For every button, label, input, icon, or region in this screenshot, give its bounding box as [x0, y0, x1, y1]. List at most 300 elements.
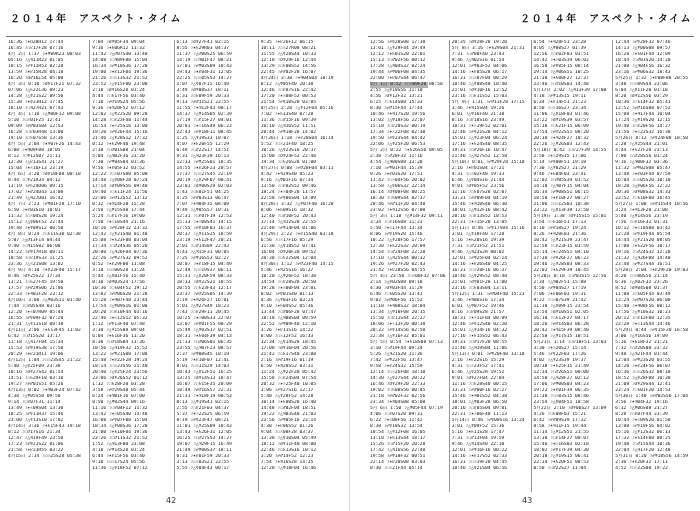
aspect-row: 15:48 ☽✶♇22F28 19:24	[92, 358, 148, 363]
aspect-row: 7:44 ☽☐♇05S48 03:16	[8, 304, 61, 309]
aspect-row: 7:30 ☽△♆02S27 21:29	[533, 166, 587, 171]
aspect-row: 7:56 ☽☐♇16F32 01:31	[615, 220, 668, 225]
aspect-row: 13:29 ☽☐♄00S52 14:56	[260, 64, 317, 69]
aspect-row: 5月26日 0:12 ☽☍♀24F08 18:50	[615, 136, 689, 141]
aspect-row: 9:16 ☽△♅01F16 07:34	[260, 178, 314, 183]
aspect-row: 4:36 ☽△♆03F16 03:24	[260, 298, 314, 303]
aspect-row: 20:16 ☽☐♇13S52 10:53	[451, 214, 508, 219]
aspect-row: 18:02 ☽☍♀17F39 04:30	[533, 448, 589, 453]
aspect-row: 7:43 ☽☐♇29F11 20:45	[176, 310, 230, 315]
aspect-row: 11:32 ☽☐☉04S28 19:24	[8, 214, 64, 219]
aspect-row: 18:31 ☽✶♄04F39 04:13	[176, 334, 232, 339]
aspect-row: 11:06 ☽△♀18F03 01:46	[533, 112, 589, 117]
aspect-row: 14:28 ☽△♆21S22 09:50	[8, 94, 64, 99]
aspect-row: 4月11日 2:06 ☽✶♄13F45 11:02	[8, 328, 81, 333]
aspect-row: 5月 3日 1:18 ☽△♅14F32 09:11	[370, 214, 443, 219]
page-number: 43	[522, 496, 533, 505]
aspect-row: 14:55 ☽✶♇26F23 20:57	[176, 166, 232, 171]
aspect-row: 8:30 ☽☐♂18S04 13:36	[92, 340, 145, 345]
aspect-row: 5月 6日 1:50 ☽△♅05F44 07:19	[370, 406, 443, 411]
aspect-row: 18:26 ☽☍♂14S03 06:28	[533, 322, 589, 327]
aspect-row: 16:36 ☽✶☊28H12 17:44	[8, 40, 64, 45]
aspect-row: 4:52 ☽☐☉22S08 19:22	[615, 466, 668, 471]
aspect-row: 2:58 ☽✶☉29S15 17:06	[533, 154, 587, 159]
header-rule	[6, 36, 342, 37]
aspect-row: 6:04 ☽△♀11F20 01:18	[615, 88, 668, 93]
page-header: ２０１４年 アスペクト・タイム	[10, 14, 182, 25]
aspect-row: 18:49 ☽☍♂16S57 22:31	[176, 388, 232, 393]
aspect-row: 22:58 ☽△♅17S15 10:51	[533, 334, 589, 339]
aspect-row: 16:10 ☽△♃16S52 11:51	[260, 124, 317, 129]
aspect-row: 9:02 ☽☍♂06F56 15:52	[370, 298, 423, 303]
aspect-row: 21:00 ☽✶♄10F04 19:36	[92, 430, 148, 435]
aspect-row: 18:58 ☽☐♇19S33 11:25	[8, 256, 64, 261]
aspect-row: 5月27日 1:08 ☽☍♂11S44 18:56	[615, 202, 689, 207]
aspect-row: 10:42 ☽△♅21S39 23:47	[533, 238, 589, 243]
aspect-row: 13:54 ☽☌♆10S51 02:05	[533, 310, 589, 315]
aspect-row: 16:04 ☽☐☉05S20 10:10	[615, 178, 671, 183]
aspect-row: 6:12 ☽△♅06S08 21:27	[615, 406, 668, 411]
aspect-row: 5月31日 0:20 ☽☍♅18S56 14:59	[615, 454, 689, 459]
aspect-row: 2:38 ☽☐♂01S08 21:04	[92, 148, 145, 153]
aspect-row: 11:16 ☽☐♄28S40 00:15	[451, 382, 508, 387]
aspect-row: 9:46 ☽✶♄04F03 23:41	[533, 172, 587, 177]
aspect-row: 23:54 ☽△♀04F51 10:58	[533, 400, 589, 405]
aspect-row: 0:30 ☽☐☉21F44 05:14	[370, 466, 423, 471]
aspect-column	[6, 40, 89, 492]
aspect-row: 21:46 ☽△♃27S52 12:58	[451, 154, 508, 159]
aspect-row: 9:49 ☽△♅05S57 10:31	[176, 208, 230, 213]
aspect-row: 11:55 ☽△♀28S44 10:33	[260, 52, 317, 57]
aspect-row: 3:10 ☽☐♂19F44 09:24	[370, 346, 423, 351]
aspect-row: 3:58 ☽☍♂29S48 05:44	[92, 388, 145, 393]
aspect-row: 4:44 ☽☐♄17F56 03:40	[92, 94, 145, 99]
aspect-row: 21:13 ☽☐♂06S01 06:35	[176, 340, 232, 345]
aspect-row: 5月30日 1:40 ☽☍♂02S56 17:04	[615, 394, 689, 399]
aspect-row: 10:25 ☽✶☉00S33 22:07	[176, 316, 232, 321]
aspect-row: 19:07 ☽△♃29F15 16:49	[176, 442, 232, 447]
aspect-row: 10:15 ☽☍♆11R53 02:28	[8, 64, 64, 69]
aspect-row: 7:06 ☽✶♇06F03 19:31	[533, 292, 587, 297]
aspect-row: 7:10 ☽☍♅01F44 15:39	[370, 166, 423, 171]
aspect-row: 13:58 ☽△♀06S32 22:14	[370, 184, 426, 189]
aspect-row: 20:10 ☽✶♃24F27 10:32	[533, 136, 589, 141]
aspect-row: 19:26 ☽☍♅27F20 02:43	[370, 262, 426, 267]
aspect-row: 1:12 ☽☍♀13F40 07:48	[92, 322, 145, 327]
aspect-row: 21:58 ☽✶♇23R55 03:22	[8, 448, 64, 453]
aspect-row: 1:32 ☽☐♄28F20 03:28	[92, 382, 145, 387]
aspect-row: 7:31 ☽☐♂13F04 19:59	[451, 436, 505, 441]
aspect-row: 10:36 ☽☐♄04F52 19:12	[92, 286, 148, 291]
aspect-row: 16:31 ☽☐☉07F04 08:29	[451, 76, 508, 81]
aspect-row: 20:16 ☽☐♇05S04 09:01	[451, 406, 508, 411]
aspect-row: 15:50 ☽☐♇11S44 22:27	[370, 316, 426, 321]
aspect-row: 22:06 ☽☍♂12S52 13:12	[92, 196, 148, 201]
aspect-row: 20:37 ☽△♆11S25 18:59	[176, 232, 232, 237]
aspect-row: 18:10 ☽☐♃27H21 07:43	[8, 106, 64, 111]
aspect-row: 4:31 ☽☐☉02F40 19:33	[451, 172, 505, 177]
aspect-row: 17:32 ☽✶♄14F08 08:25	[615, 436, 671, 441]
aspect-row: 5:37 ☽✶☉22S25 06:59	[176, 412, 230, 417]
aspect-row: 21:49 ☽△♃27D01 16:42	[8, 196, 64, 201]
aspect-row: 15:16 ☽△♆12S32 06:13	[615, 430, 671, 435]
aspect-row: 23:01 ☽☌♆00S29 02:03	[176, 184, 232, 189]
aspect-row: 13:59 ☽✶♇15R28 04:18	[8, 70, 64, 75]
aspect-row: 9:16 ☽✶♄06R12 11:32	[92, 46, 145, 51]
aspect-row: 10:54 ☽△♆12F08 16:05	[370, 430, 426, 435]
aspect-row: 21:31 ☽✶♃18F19 00:53	[176, 394, 232, 399]
aspect-row: 12:01 ☽☍♅16F16 00:22	[451, 448, 508, 453]
aspect-row: 23:36 ☽△☉21S08 13:02	[8, 262, 64, 267]
aspect-row: 4:56 ☽☌♆12F32 13:21	[370, 94, 423, 99]
aspect-row: 0:12 ☽✶♄29F40 19:48	[92, 142, 145, 147]
aspect-row: 5月 4日 23:58 ☽☐☉00F32 07:06	[370, 274, 446, 279]
aspect-row: 12:14 ☽☐☉26F08 18:10	[370, 370, 426, 375]
aspect-row: 17:10 ☽△♃25S44 00:32	[370, 256, 426, 261]
aspect-row: 6:56 ☽☐☉17F16 05:29	[260, 238, 314, 243]
aspect-row: 5:46 ☽☍♀22F03 17:26	[533, 352, 587, 357]
aspect-row: 23:02 ☽✶♃12S56 07:00	[370, 208, 426, 213]
aspect-row: 7:31 ☽☐♂21F52 21:51	[451, 244, 505, 249]
aspect-row: 9:22 ☽☐☉07S39 21:42	[533, 298, 587, 303]
aspect-row: 10:07 ☽✶♇18F15 04:49	[176, 262, 232, 267]
aspect-row: 11:55 ☽✶♃12F43 00:17	[176, 106, 232, 111]
aspect-row: 9:40 ☽☐♃15S02 06:08	[8, 244, 61, 249]
aspect-row: 7:54 ☽✶♃16S28 14:35	[260, 460, 314, 465]
aspect-row: 5:44 ☽△♀01F56 15:40	[92, 274, 145, 279]
aspect-row: 17:16 ☽✶♄24S40 08:35	[451, 142, 508, 147]
aspect-row: 6:31 ☽☐♄09F59 20:33	[176, 94, 230, 99]
aspect-row: 22:52 ☽☍♅09F40 12:10	[260, 322, 317, 327]
aspect-row: 3:48 ☽☐☉09S44 23:06	[615, 82, 668, 87]
aspect-row: 10:11 ☽☐☉27R08 08:21	[260, 46, 317, 51]
aspect-row: 13:21 ☽☐♄27F45 19:50	[8, 280, 64, 285]
aspect-row: 18:14 ☽☐☉23S56 21:40	[92, 364, 148, 369]
aspect-row: 22:28 ☽✶☉13S44 14:46	[615, 322, 671, 327]
aspect-row: 23:16 ☽☐♄03S04 13:11	[451, 286, 508, 291]
aspect-row: 11:42 ☽△♂07S40 13:48	[92, 52, 148, 57]
aspect-row: 12:38 ☽✶♄22S32 20:09	[370, 244, 426, 249]
aspect-row: 5:55 ☽△♀04F43 00:17	[176, 466, 230, 471]
aspect-row: 5:16 ☽✶♄18F32 21:21	[615, 340, 668, 345]
aspect-row: 6:24 ☽✶♃01F16 07:00	[92, 394, 145, 399]
aspect-row: 21:18 ☽☍♂02F32 02:56	[370, 394, 426, 399]
aspect-row: 20:55 ☽☐♄23F43 12:17	[176, 286, 232, 291]
page-number: 42	[166, 496, 177, 505]
aspect-row: 8:05 ☽△♅00S27 01:39	[533, 46, 587, 51]
aspect-row: 21:08 ☽☌♆29S44 12:41	[615, 382, 671, 387]
aspect-row: 14:54 ☽☐♇28S28 20:50	[260, 280, 317, 285]
aspect-row: 9:36 ☽✶♃20F52 07:12	[92, 106, 145, 111]
aspect-row: 17:01 ☽☍♅03S09 10:43	[176, 64, 232, 69]
aspect-row: 17:23 ☽☍♅21S22 01:06	[8, 442, 64, 447]
aspect-row: 9:01 ☽☌♆05F52 23:56	[451, 184, 505, 189]
aspect-row: 21:00 ☽△♃04F56 16:32	[615, 64, 671, 69]
aspect-row: 6:50 ☽✶♇03S10 18:01	[8, 208, 61, 213]
aspect-row: 5:14 ☽☍♀00F51 19:18	[533, 160, 587, 165]
aspect-row: 16:31 ☽☐☉28F16 06:37	[451, 268, 508, 273]
aspect-row: 20:40 ☽△♀25F24 23:56	[92, 370, 148, 375]
aspect-row: 18:44 ☽☐♂03S20 14:20	[615, 58, 671, 63]
aspect-row: 13:38 ☽△♀10S04 05:49	[260, 436, 317, 441]
aspect-row: 18:06 ☽✶☉13F20 00:38	[370, 322, 426, 327]
aspect-row: 5月 1日 0:52 ☽☐☉09F20 08:58	[370, 82, 443, 87]
aspect-row: 5月 8日 3:16 ☽✶♄29S04 21:31	[451, 46, 525, 51]
aspect-row: 13:50 ☽☐♇02S52 09:46	[260, 184, 317, 189]
aspect-row: 3:18 ☽☐☉00S28 13:24	[92, 268, 145, 273]
aspect-row: 15:08 ☽✶♃17F44 10:04	[615, 112, 671, 117]
aspect-row: 6:54 ☽✶♃28F51 23:28	[533, 40, 587, 45]
aspect-row: 9:56 ☽✶♇05F32 03:52	[92, 166, 145, 171]
aspect-row: 16:34 ☽☍♅10S36 17:20	[92, 64, 148, 69]
aspect-row: 15:12 ☽△♀06F52 22:44	[8, 220, 64, 225]
aspect-row: 4月25日 2:28 ☽△♆12F04 05:16	[260, 106, 334, 111]
aspect-row: 7:42 ☽☍♅22F56 13:47	[370, 358, 423, 363]
aspect-row: 1:52 ☽△♃13F00 23:08	[92, 442, 145, 447]
aspect-row: 9:26 ☽✶♇03S20 17:51	[370, 172, 423, 177]
aspect-row: 12:52 ☽☍♂16S08 07:52	[615, 106, 671, 111]
aspect-row: 4月13日 0:02 ☽✶♃03F24 07:42	[8, 388, 81, 393]
aspect-row: 14:37 ☽△♅14S05 02:39	[176, 112, 232, 117]
aspect-row: 0:31 ☽✶♇01F59 20:33	[176, 454, 230, 459]
aspect-row: 22:34 ☽✶♄20F51 08:53	[533, 460, 589, 465]
aspect-row: 16:08 ☽☍♀07F08 15:04	[92, 418, 148, 423]
aspect-row: 4:50 ☽☍♅04S27 17:19	[533, 286, 587, 291]
aspect-row: 5:50 ☽✶☉17F44 13:34	[370, 226, 423, 231]
aspect-row: 18:30 ☽☐♄09S44 02:37	[370, 196, 426, 201]
aspect-row: 6:49 ☽☐♂22S17 14:51	[176, 148, 230, 153]
aspect-row: 21:54 ☽☍♀10S28 03:05	[260, 100, 317, 105]
aspect-row: 14:50 ☽△♃28F27 02:12	[533, 376, 589, 381]
aspect-row: 22:31 ☽✶☉06F40 11:13	[451, 412, 508, 417]
aspect-row: 2:19 ☽✶♃26F27 16:01	[176, 298, 230, 303]
aspect-row: 13:22 ☽☌♆19S39 03:57	[533, 118, 589, 123]
aspect-row: 6:13 ☽☌♆27F41 02:15	[176, 40, 230, 45]
aspect-row: 14:28 ☽☐♇23F48 11:44	[92, 118, 148, 123]
aspect-row: 4月 8日 0:24 ☽☐♄11S30 02:38	[8, 232, 81, 237]
aspect-row: 2:16 ☽✶♇01S04 17:21	[451, 166, 505, 171]
aspect-row: 4月 3日 0:10 ☽☌♀17F21 07:32	[8, 82, 81, 87]
aspect-row: 12:46 ☽☍♀21S28 04:12	[451, 130, 508, 135]
aspect-row: 17:28 ☽△♃04S32 02:24	[370, 64, 426, 69]
aspect-row: 15:14 ☽✶☉24S51 04:10	[533, 250, 589, 255]
aspect-row: 13:19 ☽☍♄24D06 09:15	[8, 184, 64, 189]
aspect-row: 20:00 ☽△♃26F04 07:36	[92, 250, 148, 255]
aspect-row: 8:19 ☽☍♀23F47 08:21	[176, 418, 230, 423]
aspect-row: 21:46 ☽△♃19S04 11:06	[451, 346, 508, 351]
aspect-row: 21:49 ☽☍♅00S37 18:11	[176, 448, 232, 453]
aspect-row: 6:34 ☽✶♇14F51 21:23	[533, 100, 587, 105]
aspect-row: 4:44 ☽✶♄27F20 23:13	[615, 148, 668, 153]
aspect-row: 19:02 ☽☐♄00S56 00:45	[370, 388, 426, 393]
aspect-row: 6:50 ☽✶♃20S52 03:31	[260, 364, 314, 369]
aspect-row: 17:30 ☽☍♀26F27 06:22	[533, 256, 589, 261]
aspect-table	[6, 40, 342, 492]
aspect-row: 5月21日 1:14 ☽☐♇18F51 13:03	[533, 340, 607, 345]
aspect-row: 12:01 ☽☍♅25F04 02:14	[451, 256, 508, 261]
aspect-row: 7:07 ☽✶♃04F35 08:09	[176, 202, 230, 207]
aspect-row: 19:40 ☽☐♄11F24 11:56	[92, 190, 148, 195]
aspect-row: 21:26 ☽☐☉13S32 21:52	[92, 76, 148, 81]
aspect-row: 17:42 ☽△♃16S56 22:40	[370, 448, 426, 453]
aspect-row: 16:28 ☽✶♄01F44 12:09	[615, 52, 671, 57]
aspect-row: 9:48 ☽△♃21F44 01:44	[615, 352, 668, 357]
aspect-row: 8:58 ☽✶♃11F15 19:44	[533, 424, 587, 429]
aspect-row: 16:54 ☽✶☉25S16 13:00	[92, 124, 148, 129]
aspect-row: 6:46 ☽△♀04S16 21:44	[451, 178, 505, 183]
aspect-row: 22:58 ☽☍♀06S04 14:09	[260, 196, 317, 201]
aspect-row: 10:18 ☽✶♄25F15 21:49	[533, 364, 589, 369]
aspect-row: 2:18 ☽☌♆16S28 01:24	[92, 88, 145, 93]
aspect-row: 18:01 ☽△♅03F28 06:50	[451, 400, 508, 405]
aspect-row: 09:09 ☽☍♂03S04 12:53	[8, 124, 64, 129]
aspect-row: 10:36 ☽☐♄14F32 05:41	[615, 100, 671, 105]
aspect-row: 5月18日 0:42 ☽☐♇27F39 14:55	[533, 148, 607, 153]
aspect-row: 12:02 ☽☐♂05S39 01:52	[533, 178, 589, 183]
aspect-row: 17:34 ☽☐♂24S36 05:20	[92, 244, 148, 249]
aspect-column	[449, 40, 531, 492]
aspect-row: 4月30日 1:12 ☽☍♂23F40 14:15	[260, 262, 334, 267]
aspect-row: 23:16 ☽☍♅06S32 18:43	[615, 70, 671, 75]
aspect-row: 16:28 ☽☐♇03R48 13:00	[8, 130, 64, 135]
aspect-row: 6:46 ☽△♀25S28 19:52	[451, 370, 505, 375]
aspect-row: 17:57 ☽☍♂29S06 21:06	[8, 286, 64, 291]
aspect-row: 3:46 ☽✶♃06S16 17:34	[451, 298, 505, 303]
aspect-row: 10:14 ☽✶♄00S28 16:40	[260, 400, 317, 405]
aspect-row: 10:43 ☽△♀12F51 16:25	[176, 370, 232, 375]
aspect-row: 14:54 ☽☐♂24F08 22:20	[370, 250, 426, 255]
aspect-row: 15:28 ☽✶♃07F48 23:44	[92, 298, 148, 303]
aspect-row: 13:10 ☽✶♄13S44 18:17	[370, 436, 426, 441]
aspect-row: 5月11日 0:46 ☽☍♀17S04 15:16	[451, 226, 525, 231]
aspect-row: 15:46 ☽✶☉16S03 02:18	[533, 442, 589, 447]
right-page	[350, 0, 700, 511]
aspect-row: 13:00 ☽☍♀10F56 04:02	[615, 424, 671, 429]
aspect-row: 23:52 ☽△♀15F00 23:08	[92, 82, 148, 87]
aspect-row: 17:06 ☽☍♅00S03 04:23	[533, 382, 589, 387]
aspect-row: 13:31 ☽☍♂00F16 02:27	[451, 388, 508, 393]
aspect-row: 10:16 ☽☍♀20F12 23:32	[92, 226, 148, 231]
aspect-row: 21:32 ☽△♃26F08 14:40	[615, 256, 671, 261]
aspect-row: 6:42 ☽☐♂15S20 13:17	[8, 334, 61, 339]
aspect-row: 16:31 ☽☐☉19F28 04:45	[451, 460, 508, 465]
aspect-row: 12:20 ☽✶☉07R09 05:44	[8, 310, 64, 315]
aspect-row: 12:28 ☽☍♀19F44 05:54	[615, 232, 671, 237]
aspect-row: 14:44 ☽△♆21S20 08:05	[615, 238, 671, 243]
aspect-row: 8:06 ☽☍♀19S20 15:46	[370, 232, 423, 237]
aspect-row: 11:18 ☽△♃17F04 15:34	[8, 340, 64, 345]
aspect-row: 6:04 ☽✶♄16F36 11:20	[92, 334, 145, 339]
aspect-row: 2:55 ☽△♀10S56 11:10	[370, 88, 423, 93]
aspect-row: 8:46 ☽☌♆25S22 17:34	[8, 274, 61, 279]
aspect-row: 12:04 ☽☍♅23S20 03:55	[615, 358, 671, 363]
aspect-row: 5月28日 2:04 ☽✶♇29F20 19:03	[615, 268, 689, 273]
aspect-row: 10:44 ☽✶☉09S20 01:50	[615, 418, 671, 423]
aspect-row: 5:16 ☽✶♄11S28 17:47	[451, 430, 505, 435]
aspect-row: 3:34 ☽☐♇16S08 11:23	[370, 220, 423, 225]
aspect-row: 10:31 ☽✶☉19F52 02:01	[451, 124, 508, 129]
aspect-row: 22:31 ☽✶☉15F28 13:05	[451, 220, 508, 225]
aspect-row: 9:13 ☽☍♂11S21 22:55	[176, 100, 230, 105]
aspect-row: 7:10 ☽☍♂19S24 05:56	[92, 100, 145, 105]
aspect-row: 13:31 ☽☍♂09F04 04:19	[451, 196, 508, 201]
aspect-row: 0:02 ☽☍♀01S40 01:13	[260, 292, 314, 297]
aspect-row: 19:31 ☽☐♂17F28 08:55	[451, 340, 508, 345]
aspect-row: 15:49 ☽△♆03S17 02:51	[176, 328, 232, 333]
aspect-row: 5月13日 0:01 ☽☍♅20F40 13:18	[451, 352, 525, 357]
aspect-row: 4月 4日 1:10 ☽△♅00F12 09:08	[8, 112, 81, 117]
aspect-row: 5:19 ☽✶♇10F07 12:41	[176, 358, 230, 363]
aspect-row: 8:01 ☽☐☉11S29 14:03	[176, 364, 230, 369]
aspect-row: 8:26 ☽✶♃20F03 21:36	[533, 232, 587, 237]
aspect-row: 16:14 ☽☌♆08F08 00:25	[370, 190, 426, 195]
aspect-row: 12:02 ☽△♅22S20 09:28	[92, 112, 148, 117]
aspect-row: 7:25 ☽☍♅16S53 02:27	[176, 256, 230, 261]
aspect-row: 23:06 ☽☌♆26S52 01:12	[92, 376, 148, 381]
aspect-row: 6:46 ☽☐♄05S20 13:41	[370, 292, 423, 297]
aspect-row: 11:24 ☽△♅22F28 05:42	[260, 370, 317, 375]
aspect-row: 5:46 ☽✶♃25S16 16:27	[260, 268, 314, 273]
aspect-row: 17:34 ☽✶☉22F08 02:30	[370, 130, 426, 135]
aspect-row: 4月14日 3:36 ☽✶♄15F43 19:18	[8, 424, 81, 429]
aspect-row: 12:58 ☽☐♇23F15 01:59	[533, 244, 589, 249]
aspect-row: 8:16 ☽☐♇18S16 23:49	[451, 118, 505, 123]
aspect-row: 22:46 ☽✶☉12S12 05:32	[92, 316, 148, 321]
aspect-row: 19:44 ☽☍♅06F08 04:35	[370, 70, 426, 75]
aspect-row: 12:46 ☽☐♇07S16 22:42	[260, 88, 317, 93]
aspect-row: 8:10 ☽☌♆03S24 17:56	[92, 280, 145, 285]
aspect-row: 18:25 ☽☍♀11R37 15:46	[8, 412, 64, 417]
aspect-row: 19:22 ☽△♃03S40 21:03	[260, 412, 317, 417]
aspect-row: 15:18 ☽☐♇20S32 00:19	[370, 124, 426, 129]
aspect-row: 23:16 ☽☐♄11S52 15:03	[451, 94, 508, 99]
aspect-row: 23:48 ☽☍♅27S44 16:51	[615, 262, 671, 267]
aspect-row: 5:01 ☽△♅27S49 18:23	[176, 304, 230, 309]
aspect-row: 16:34 ☽☍♅08S51 06:15	[533, 190, 589, 195]
aspect-row: 12:18 ☽☌♆29F16 12:44	[260, 58, 317, 63]
aspect-row: 16:07 ☽☐♄15F35 20:09	[176, 382, 232, 387]
aspect-column	[531, 40, 613, 492]
aspect-row: 3:01 ☽△♆09F52 15:36	[451, 424, 505, 429]
aspect-row: 19:48 ☽✶♆09S12 00:50	[8, 226, 64, 231]
aspect-row: 22:38 ☽△♆16F32 05:01	[370, 334, 426, 339]
aspect-row: 19:46 ☽△♆28S03 08:33	[533, 262, 589, 267]
aspect-row: 18:46 ☽△♀29S52 08:48	[451, 274, 508, 279]
aspect-row: 11:08 ☽☐♄05F44 03:49	[615, 292, 671, 297]
aspect-row: 11:38 ☽△♀09F15 23:54	[533, 304, 589, 309]
aspect-row: 15:13 ☽✶☉08S41 14:15	[176, 220, 232, 225]
aspect-row: 19:48 ☽☐♂15S44 10:36	[615, 442, 671, 447]
aspect-row: 14:48 ☽☐♂02F04 18:51	[260, 406, 317, 411]
aspect-row: 22:26 ☽☍♅27S32 09:52	[92, 256, 148, 261]
aspect-row: 12:46 ☽☍♀12S40 02:20	[451, 322, 508, 327]
aspect-row: 15:08 ☽✶♄23F08 03:04	[92, 238, 148, 243]
aspect-row: 5月 9日 1:31 ☽☍♂13F28 17:15	[451, 100, 525, 105]
aspect-row: 2:14 ☽△♀02S08 09:18	[370, 280, 423, 285]
aspect-row: 14:16 ☽✶♇26S40 04:25	[451, 262, 508, 267]
aspect-row: 18:01 ☽△♅12F16 08:42	[451, 208, 508, 213]
aspect-row: 5月 5日 0:54 ☽✶♄18S08 07:13	[370, 340, 443, 345]
aspect-row: 6:36 ☽△♀02F32 23:26	[615, 280, 668, 285]
aspect-row: 14:16 ☽✶♇05S28 06:17	[451, 70, 508, 75]
aspect-row: 6:15 ☽☐♄14S08 15:33	[370, 100, 423, 105]
aspect-row: 17:56 ☽△♅10S32 10:23	[615, 310, 671, 315]
aspect-row: 4月29日 2:22 ☽✶♇15S40 03:18	[260, 232, 334, 237]
aspect-row: 19:40 ☽☐♇20F56 14:27	[615, 124, 671, 129]
aspect-row: 8:12 ☽△♅05F40 20:30	[260, 82, 314, 87]
aspect-row: 23:19 ☽✶♄12F47 20:21	[176, 238, 232, 243]
aspect-row: 9:16 ☽△♃00F32 03:36	[615, 160, 668, 165]
